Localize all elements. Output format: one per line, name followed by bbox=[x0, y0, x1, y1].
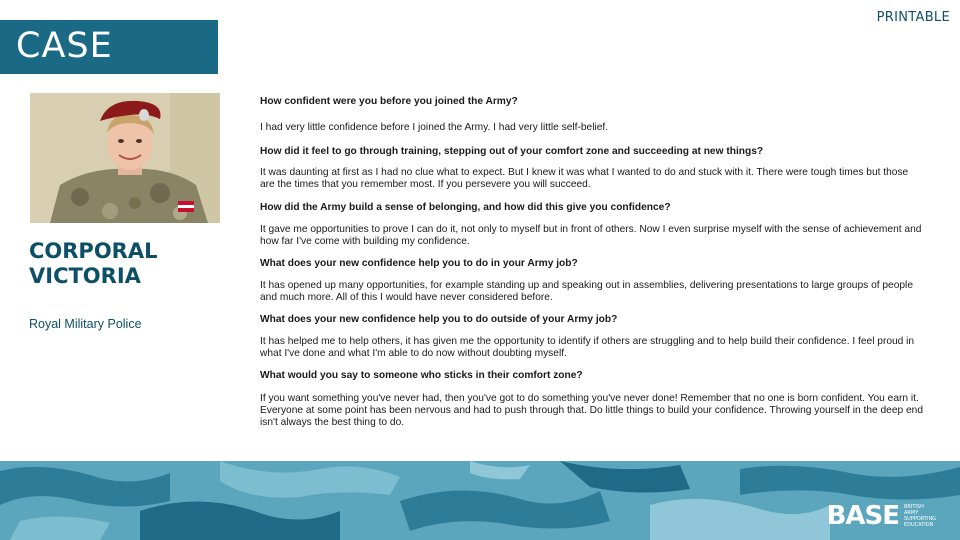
base-logo-sub-2: ARMY bbox=[904, 510, 919, 516]
answer-6: If you want something you've never had, then you've got to do something you've never done! Remember that no one is born confident. You earn it. Everyone at some point has been nervous and had to push through that. Do little things to build your confidence. Throwing yourself in the deep end isn't always the best thing to do. bbox=[260, 393, 923, 428]
case-title: CASE bbox=[16, 26, 113, 66]
question-3: How did the Army build a sense of belonging, and how did this give you confidence? bbox=[260, 202, 671, 213]
base-logo-sub-4: EDUCATION bbox=[904, 522, 934, 528]
answer-3: It gave me opportunities to prove I can do it, not only to myself but in front of others. Now I even surprise myself with the sense of achievement and how far I've come with building my confidence. bbox=[260, 224, 922, 247]
printable-label: PRINTABLE bbox=[876, 10, 950, 25]
base-logo-sub-3: SUPPORTING bbox=[904, 516, 937, 522]
question-2: How did it feel to go through training, stepping out of your comfort zone and succeeding at new things? bbox=[260, 146, 764, 157]
question-4: What does your new confidence help you to do in your Army job? bbox=[260, 258, 578, 269]
qa-section bbox=[260, 96, 925, 429]
answer-2: It was daunting at first as I had no clue what to expect. But I knew it was what I wanted to do and stuck with it. There were tough times but those are the times that you remember most. If you persevere you will succeed. bbox=[260, 167, 909, 190]
base-logo-word: BASE bbox=[826, 501, 899, 531]
footer-camo-band bbox=[0, 461, 960, 540]
camouflage-pattern bbox=[0, 461, 960, 540]
base-logo-subtitle bbox=[904, 504, 938, 528]
profile-name-line2: VICTORIA bbox=[29, 264, 141, 288]
profile-name bbox=[29, 239, 157, 289]
base-logo bbox=[827, 501, 938, 531]
profile-name-line1: CORPORAL bbox=[29, 239, 158, 263]
answer-1: I had very little confidence before I joined the Army. I had very little self-belief. bbox=[260, 122, 609, 133]
profile-unit: Royal Military Police bbox=[29, 317, 142, 331]
question-1: How confident were you before you joined the Army? bbox=[260, 96, 518, 107]
answer-5: It has helped me to help others, it has given me the opportunity to identify if others are struggling and to help build their confidence. I feel proud in what I've done and what I'm able to do now without doubting myself. bbox=[260, 336, 915, 359]
profile-photo bbox=[30, 93, 220, 223]
base-logo-sub-1: BRITISH bbox=[904, 504, 924, 510]
answer-4: It has opened up many opportunities, for example standing up and speaking out in assemblies, delivering presentations to large groups of people and much more. All of this I would have never considered before. bbox=[260, 280, 913, 303]
case-banner bbox=[0, 20, 218, 74]
soldier-photo-illustration bbox=[30, 93, 220, 223]
question-6: What would you say to someone who sticks in their comfort zone? bbox=[260, 370, 583, 381]
question-5: What does your new confidence help you to do outside of your Army job? bbox=[260, 314, 618, 325]
